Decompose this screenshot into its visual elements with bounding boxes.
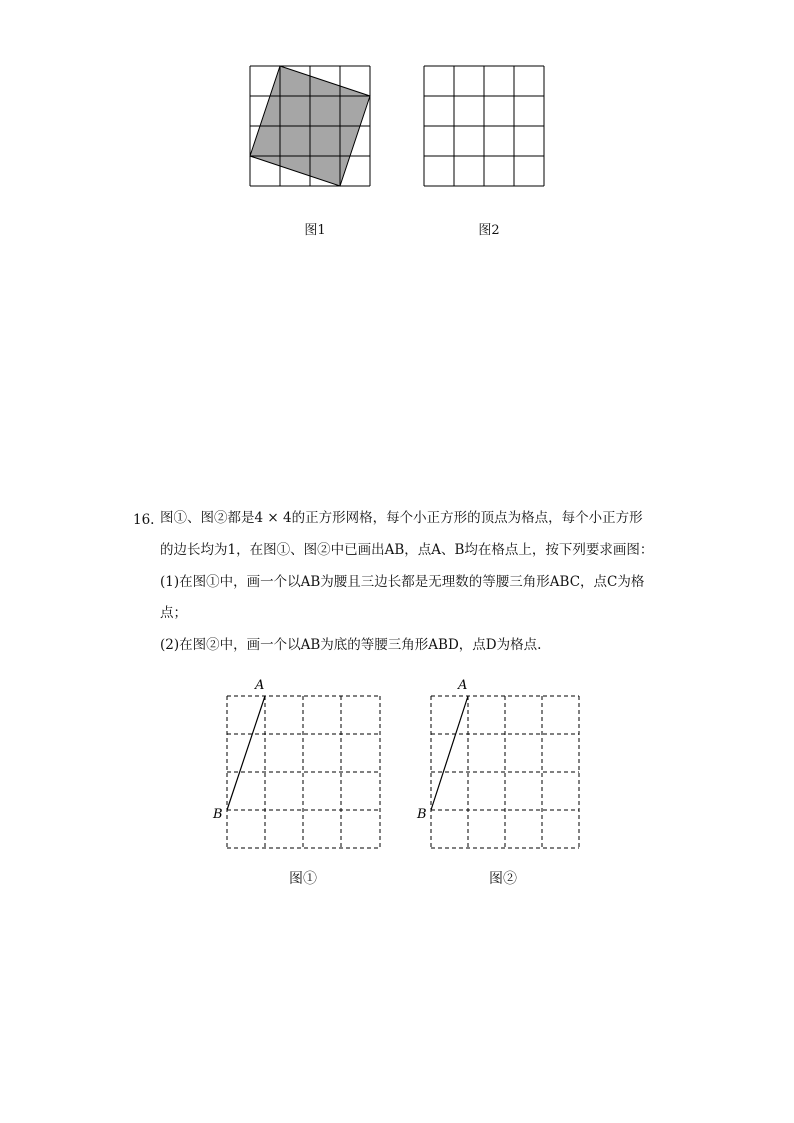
point-b-label: B — [417, 807, 427, 822]
bottom-figure-2 — [414, 676, 594, 856]
question-line-4: 点； — [160, 605, 187, 621]
question-line-1: 图①、图②都是4 × 4的正方形网格，每个小正方形的顶点为格点，每个小正方形 — [160, 510, 643, 526]
point-b-label: B — [213, 807, 223, 822]
dashed-grid — [227, 696, 380, 848]
grid-lines — [250, 66, 370, 186]
top-figure-2 — [422, 64, 546, 188]
top-figure-2-caption: 图2 — [478, 223, 500, 238]
bottom-figure-1 — [210, 676, 390, 856]
grid-lines — [424, 66, 544, 186]
question-line-2: 的边长均为1，在图①、图②中已画出AB，点A、B均在格点上，按下列要求画图： — [160, 542, 654, 558]
question-line-5: (2)在图②中，画一个以AB为底的等腰三角形ABD，点D为格点. — [160, 637, 542, 653]
bottom-figure-1-caption: 图① — [289, 871, 317, 887]
segment-ab — [431, 696, 468, 810]
top-figure-1-caption: 图1 — [304, 223, 326, 238]
top-figure-1 — [248, 64, 372, 188]
question-line-3: (1)在图①中，画一个以AB为腰且三边长都是无理数的等腰三角形ABC，点C为格 — [160, 574, 645, 590]
segment-ab — [227, 696, 265, 810]
point-a-label: A — [255, 678, 265, 693]
point-a-label: A — [458, 678, 468, 693]
dashed-grid — [431, 696, 579, 848]
question-number: 16. — [133, 512, 155, 528]
bottom-figure-2-caption: 图② — [489, 871, 517, 887]
